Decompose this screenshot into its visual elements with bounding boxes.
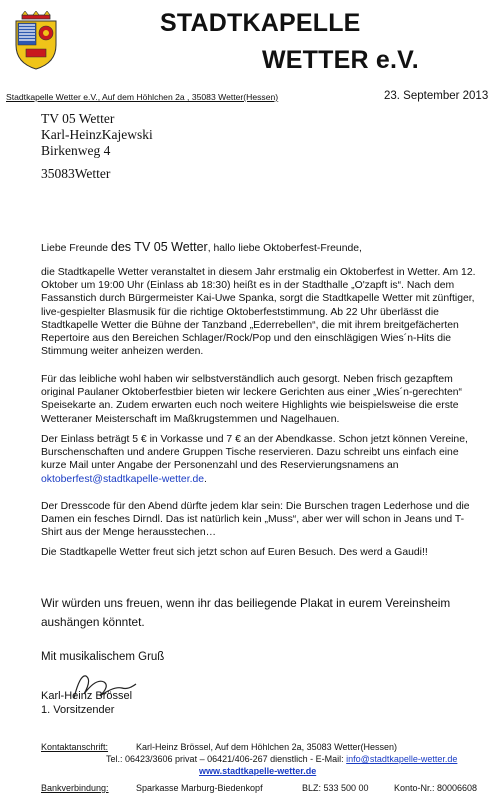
paragraph-poster-request: Wir würden uns freuen, wenn ihr das beiliegende Plakat in eurem Vereinsheim aushängen könntet.: [41, 596, 451, 629]
paragraph-admission: [41, 433, 481, 486]
salutation-end: , hallo liebe Oktoberfest-Freunde,: [207, 243, 362, 254]
coat-of-arms-logo: [12, 11, 60, 71]
contact-label: Kontaktanschrift:: [41, 742, 109, 752]
admission-text: Der Einlass beträgt 5 € in Vorkasse und 7 € an der Abendkasse. Schon jetzt können Vereine, Burschenschaften und andere Gruppen Tische reservieren. Dazu schreibt uns einfach eine kurze Mail unter Angabe der Personenzahl und des Reservierungsnamens an: [41, 434, 468, 472]
paragraph-food: Für das leibliche wohl haben wir selbstverständlich auch gesorgt. Neben frisch gezapftem original Paulaner Oktoberfestbier bieten wir leckere Gerichten aus einer „Wies´n-gerechten“ Speisekarte an. Zudem erwarten euch noch weitere Highlights wie beispielsweise die erste Wetteraner Meisterschaft im Maßkrugstemmen und Nagelhauen.: [41, 374, 463, 425]
salutation-start: Liebe Freunde: [41, 243, 111, 254]
recipient-line-3: Birkenweg 4: [41, 143, 111, 158]
paragraph-event-intro: die Stadtkapelle Wetter veranstaltet in diesem Jahr erstmalig ein Oktoberfest in Wetter. Am 12. Oktober um 19:00 Uhr (Einlass ab 18:30) heißt es in der Stadthalle „O'zapft is“. Nach dem Fassanstich durch Bürgermeister Kai-Uwe Spanka, sorgt die Stadtkapelle Wetter mit zünftiger, live-gespielter Blasmusik für die richtige Oktoberfeststimmung. Ab 22 Uhr überlässt die Stadtkapelle Wetter die Bühne der Tanzband „Ederrebellen“, die mit ihrem breitgefächerten Repertoire aus den Bereichen Schlager/Rock/Pop und den einschlägigen Wies´n-Hits die Stimmung weiter anheizen werden.: [41, 267, 476, 358]
salutation: [41, 240, 362, 254]
bank-name: Sparkasse Marburg-Biedenkopf: [136, 783, 263, 793]
recipient-line-1: TV 05 Wetter: [41, 111, 115, 126]
signer-name: Karl-Heinz Brössel: [41, 690, 133, 702]
recipient-line-4: 35083Wetter: [41, 166, 111, 181]
letterhead-title-line2: WETTER e.V.: [262, 46, 419, 74]
paragraph-welcome: Die Stadtkapelle Wetter freut sich jetzt schon auf Euren Besuch. Des werd a Gaudi!!: [41, 547, 428, 558]
bank-label: Bankverbindung:: [41, 783, 109, 793]
closing-greeting: Mit musikalischem Gruß: [41, 651, 165, 663]
contact-phone: Tel.: 06423/3606 privat – 06421/406-267 dienstlich - E-Mail: info@stadtkapelle-wetter.de: [106, 754, 458, 764]
contact-email-link[interactable]: info@stadtkapelle-wetter.de: [346, 754, 458, 764]
salutation-club: des TV 05 Wetter: [110, 240, 208, 254]
recipient-line-2: Karl-HeinzKajewski: [41, 127, 153, 142]
signer-role: 1. Vorsitzender: [41, 704, 115, 716]
admission-end: .: [204, 473, 207, 485]
contact-address: Karl-Heinz Brössel, Auf dem Höhlchen 2a, 35083 Wetter(Hessen): [136, 742, 397, 752]
letter-date: 23. September 2013: [384, 90, 489, 102]
sender-address-line: Stadtkapelle Wetter e.V., Auf dem Höhlchen 2a , 35083 Wetter(Hessen): [6, 92, 279, 102]
bank-blz: BLZ: 533 500 00: [302, 783, 369, 793]
reservation-email-link[interactable]: oktoberfest@stadtkapelle-wetter.de: [41, 473, 205, 485]
bank-account: Konto-Nr.: 80006608: [394, 783, 478, 793]
letterhead-title-line1: STADTKAPELLE: [160, 9, 361, 37]
paragraph-dresscode: Der Dresscode für den Abend dürfte jedem klar sein: Die Burschen tragen Lederhose und die Damen ein fesches Dirndl. Das ist natürlich kein „Muss“, aber wer will schon in Jeans und T-Shirt aus der Menge herausstechen…: [41, 501, 470, 539]
website-link[interactable]: www.stadtkapelle-wetter.de: [199, 766, 317, 776]
